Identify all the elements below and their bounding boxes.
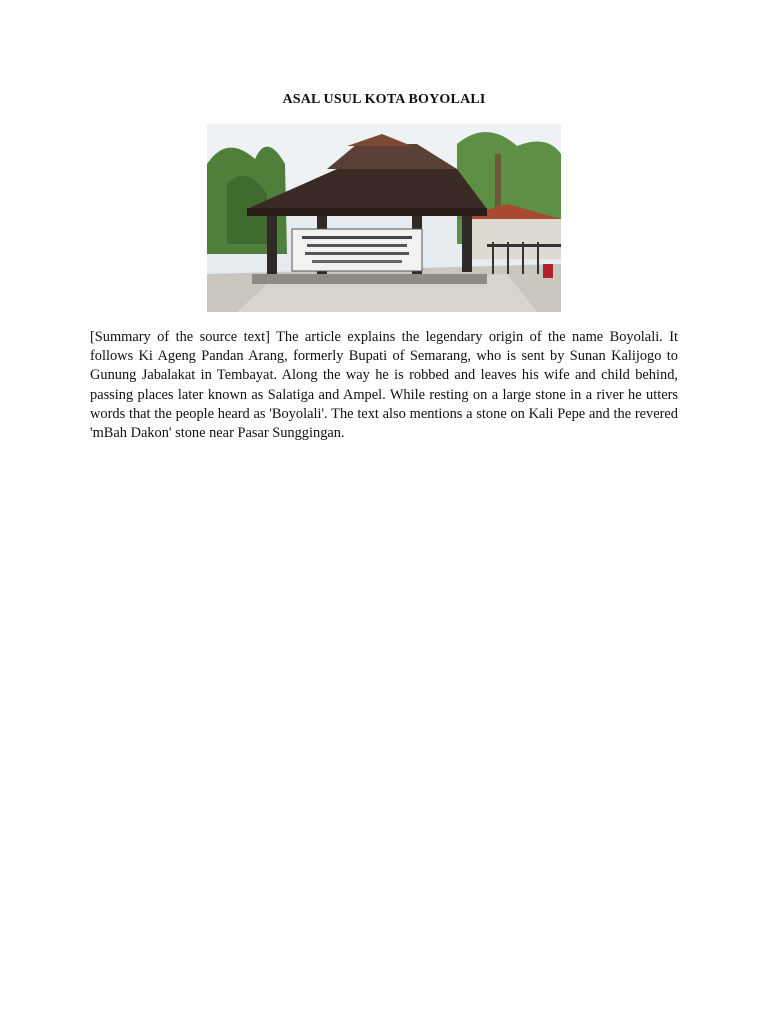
pendopo-monument-photo bbox=[207, 124, 561, 312]
document-title: ASAL USUL KOTA BOYOLALI bbox=[282, 92, 486, 107]
monument-photo bbox=[207, 124, 561, 312]
story-summary: [Summary of the source text] The article explains the legendary origin of the name Boyolali. It follows Ki Ageng Pandan Arang, formerly Bupati of Semarang, who is sent by Sunan Kalijogo to Gunung Jabalakat in Tembayat. Along the way he is robbed and leaves his wife and child behind, passing places later known as Salatiga and Ampel. While resting on a large stone in a river he utters words that the people heard as 'Boyolali'. The text also mentions a stone on Kali Pepe and the revered 'mBah Dakon' stone near Pasar Sunggingan. bbox=[90, 329, 678, 442]
